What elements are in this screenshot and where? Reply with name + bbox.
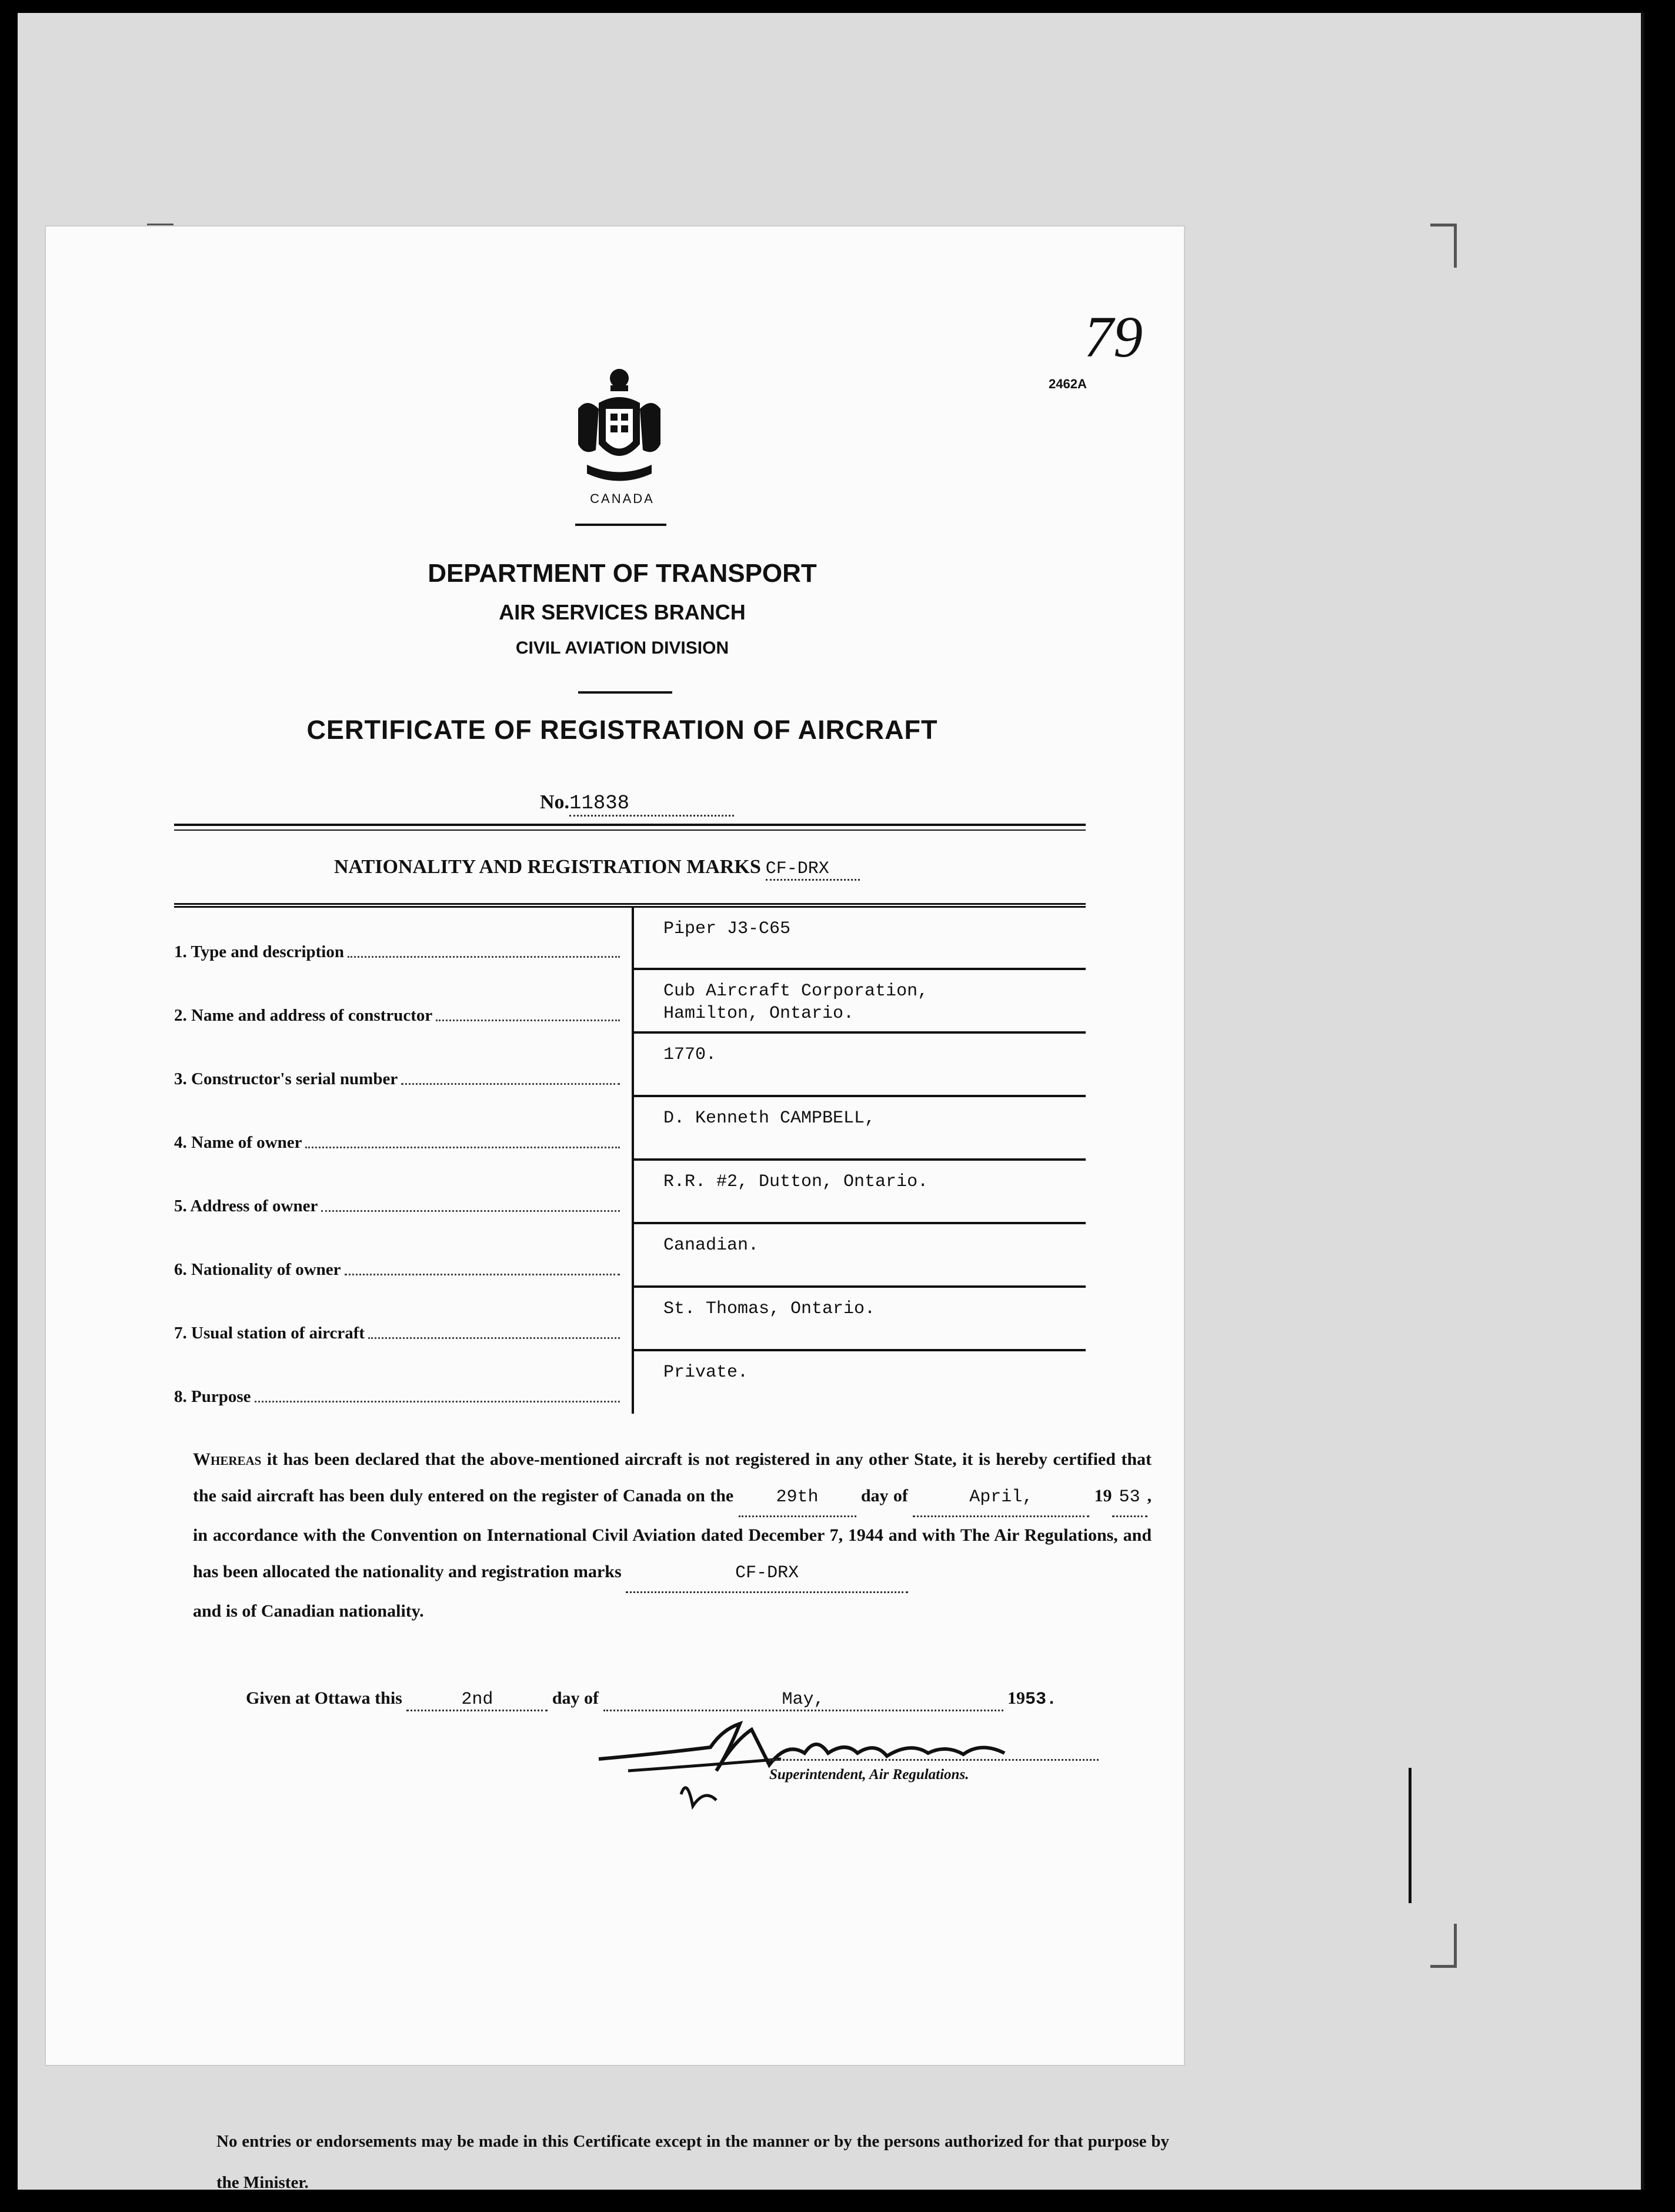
registration-year: 53 bbox=[1112, 1479, 1147, 1517]
field-label: 3. Constructor's serial number bbox=[174, 1070, 398, 1088]
signer-title: Superintendent, Air Regulations. bbox=[769, 1767, 969, 1783]
field-label-cell bbox=[174, 1096, 633, 1160]
field-value: Piper J3-C65 bbox=[663, 919, 791, 939]
field-label-cell bbox=[174, 1223, 633, 1287]
scan-corner-bracket bbox=[1430, 1924, 1457, 1968]
declaration-paragraph bbox=[193, 1441, 1152, 1630]
department-heading: DEPARTMENT OF TRANSPORT bbox=[428, 559, 817, 588]
field-label: 8. Purpose bbox=[174, 1387, 251, 1406]
dot-leader bbox=[255, 1401, 620, 1403]
declaration-lead-word: Whereas bbox=[193, 1450, 262, 1469]
given-text: Given at Ottawa this bbox=[246, 1688, 402, 1708]
field-row bbox=[174, 1223, 1086, 1287]
given-month: May, bbox=[603, 1690, 1003, 1711]
field-value: Private. bbox=[663, 1362, 749, 1382]
dot-leader bbox=[305, 1147, 620, 1148]
folio-stamp bbox=[1049, 304, 1160, 397]
year-prefix: 19 bbox=[1007, 1688, 1026, 1708]
dot-leader bbox=[436, 1020, 620, 1021]
field-row bbox=[174, 1096, 1086, 1160]
dot-leader bbox=[345, 1274, 620, 1275]
certificate-number-label: No. bbox=[540, 791, 570, 813]
field-value: R.R. #2, Dutton, Ontario. bbox=[663, 1172, 929, 1192]
divider bbox=[174, 824, 1086, 826]
dot-leader bbox=[368, 1337, 620, 1339]
field-value-cell bbox=[633, 1350, 1086, 1414]
field-row bbox=[174, 1160, 1086, 1223]
declaration-text: it has been declared that the above-mentioned aircraft is not registered in any other State, it is hereby certified that the said aircraft has been duly entered on the register of Canada on the bbox=[193, 1450, 1152, 1505]
field-value: Cub Aircraft Corporation, Hamilton, Ontario. bbox=[663, 981, 929, 1024]
field-label-cell bbox=[174, 905, 633, 969]
registration-marks-line bbox=[334, 856, 1040, 881]
given-day: 2nd bbox=[406, 1690, 548, 1711]
field-row bbox=[174, 905, 1086, 969]
scan-line-mark bbox=[1409, 1768, 1412, 1903]
footer-note: No entries or endorsements may be made in this Certificate except in the manner or by the persons authorized for that purpose by the Minister. bbox=[216, 2132, 1169, 2192]
field-row bbox=[174, 969, 1086, 1032]
declaration-text: day of bbox=[860, 1486, 908, 1505]
field-label: 6. Nationality of owner bbox=[174, 1260, 341, 1279]
field-value-cell bbox=[633, 969, 1086, 1032]
country-label: CANADA bbox=[590, 491, 655, 506]
field-label: 2. Name and address of constructor bbox=[174, 1006, 433, 1025]
allocated-marks: CF-DRX bbox=[626, 1555, 908, 1593]
dot-leader bbox=[348, 956, 620, 958]
signature-line bbox=[769, 1759, 1099, 1761]
dot-leader bbox=[321, 1210, 620, 1212]
field-label: 1. Type and description bbox=[174, 942, 344, 961]
field-value: 1770. bbox=[663, 1045, 717, 1065]
declaration-text: and is of Canadian nationality. bbox=[193, 1601, 424, 1621]
field-label-cell bbox=[174, 1032, 633, 1096]
form-number: 2462A bbox=[1049, 377, 1087, 391]
declaration-text: , in accordance with the Convention on International Civil Aviation dated December 7, 1944 and with The Air Regulations, and has been allocated the nationality and registration marks bbox=[193, 1486, 1152, 1581]
field-value-cell bbox=[633, 1160, 1086, 1223]
year-prefix: 19 bbox=[1094, 1486, 1112, 1505]
divider bbox=[578, 691, 672, 694]
field-value-cell bbox=[633, 1032, 1086, 1096]
field-label-cell bbox=[174, 969, 633, 1032]
coat-of-arms-icon bbox=[563, 362, 675, 491]
field-label: 4. Name of owner bbox=[174, 1133, 302, 1152]
field-row bbox=[174, 1032, 1086, 1096]
field-label-cell bbox=[174, 1287, 633, 1350]
field-row bbox=[174, 1350, 1086, 1414]
given-text: day of bbox=[552, 1688, 599, 1708]
certificate-title: CERTIFICATE OF REGISTRATION OF AIRCRAFT bbox=[306, 715, 938, 745]
registration-day: 29th bbox=[739, 1479, 856, 1517]
registration-month: April, bbox=[913, 1479, 1089, 1517]
registration-marks-label: NATIONALITY AND REGISTRATION MARKS bbox=[334, 856, 761, 878]
dot-leader bbox=[401, 1083, 620, 1085]
field-value: Canadian. bbox=[663, 1235, 759, 1255]
field-value-cell bbox=[633, 1096, 1086, 1160]
field-label: 7. Usual station of aircraft bbox=[174, 1324, 365, 1342]
given-year: 53. bbox=[1025, 1690, 1057, 1710]
field-label: 5. Address of owner bbox=[174, 1197, 318, 1215]
field-label-cell bbox=[174, 1160, 633, 1223]
divider bbox=[575, 524, 666, 526]
field-value-cell bbox=[633, 1223, 1086, 1287]
folio-number: 79 bbox=[1084, 304, 1143, 369]
field-label-cell bbox=[174, 1350, 633, 1414]
divider bbox=[174, 830, 1086, 831]
division-heading: CIVIL AVIATION DIVISION bbox=[515, 638, 729, 658]
registration-details-table bbox=[174, 903, 1086, 1414]
registration-marks-value: CF-DRX bbox=[766, 859, 860, 881]
field-value-cell bbox=[633, 1287, 1086, 1350]
field-value: St. Thomas, Ontario. bbox=[663, 1299, 876, 1319]
field-row bbox=[174, 1287, 1086, 1350]
branch-heading: AIR SERVICES BRANCH bbox=[499, 600, 746, 624]
certificate-number-value: 11838 bbox=[569, 792, 734, 817]
certificate-sheet bbox=[46, 226, 1184, 2192]
scan-corner-bracket bbox=[1430, 224, 1457, 268]
certificate-number bbox=[540, 791, 805, 817]
given-line bbox=[246, 1688, 1163, 1711]
field-value: D. Kenneth CAMPBELL, bbox=[663, 1108, 876, 1128]
field-value-cell bbox=[633, 905, 1086, 969]
